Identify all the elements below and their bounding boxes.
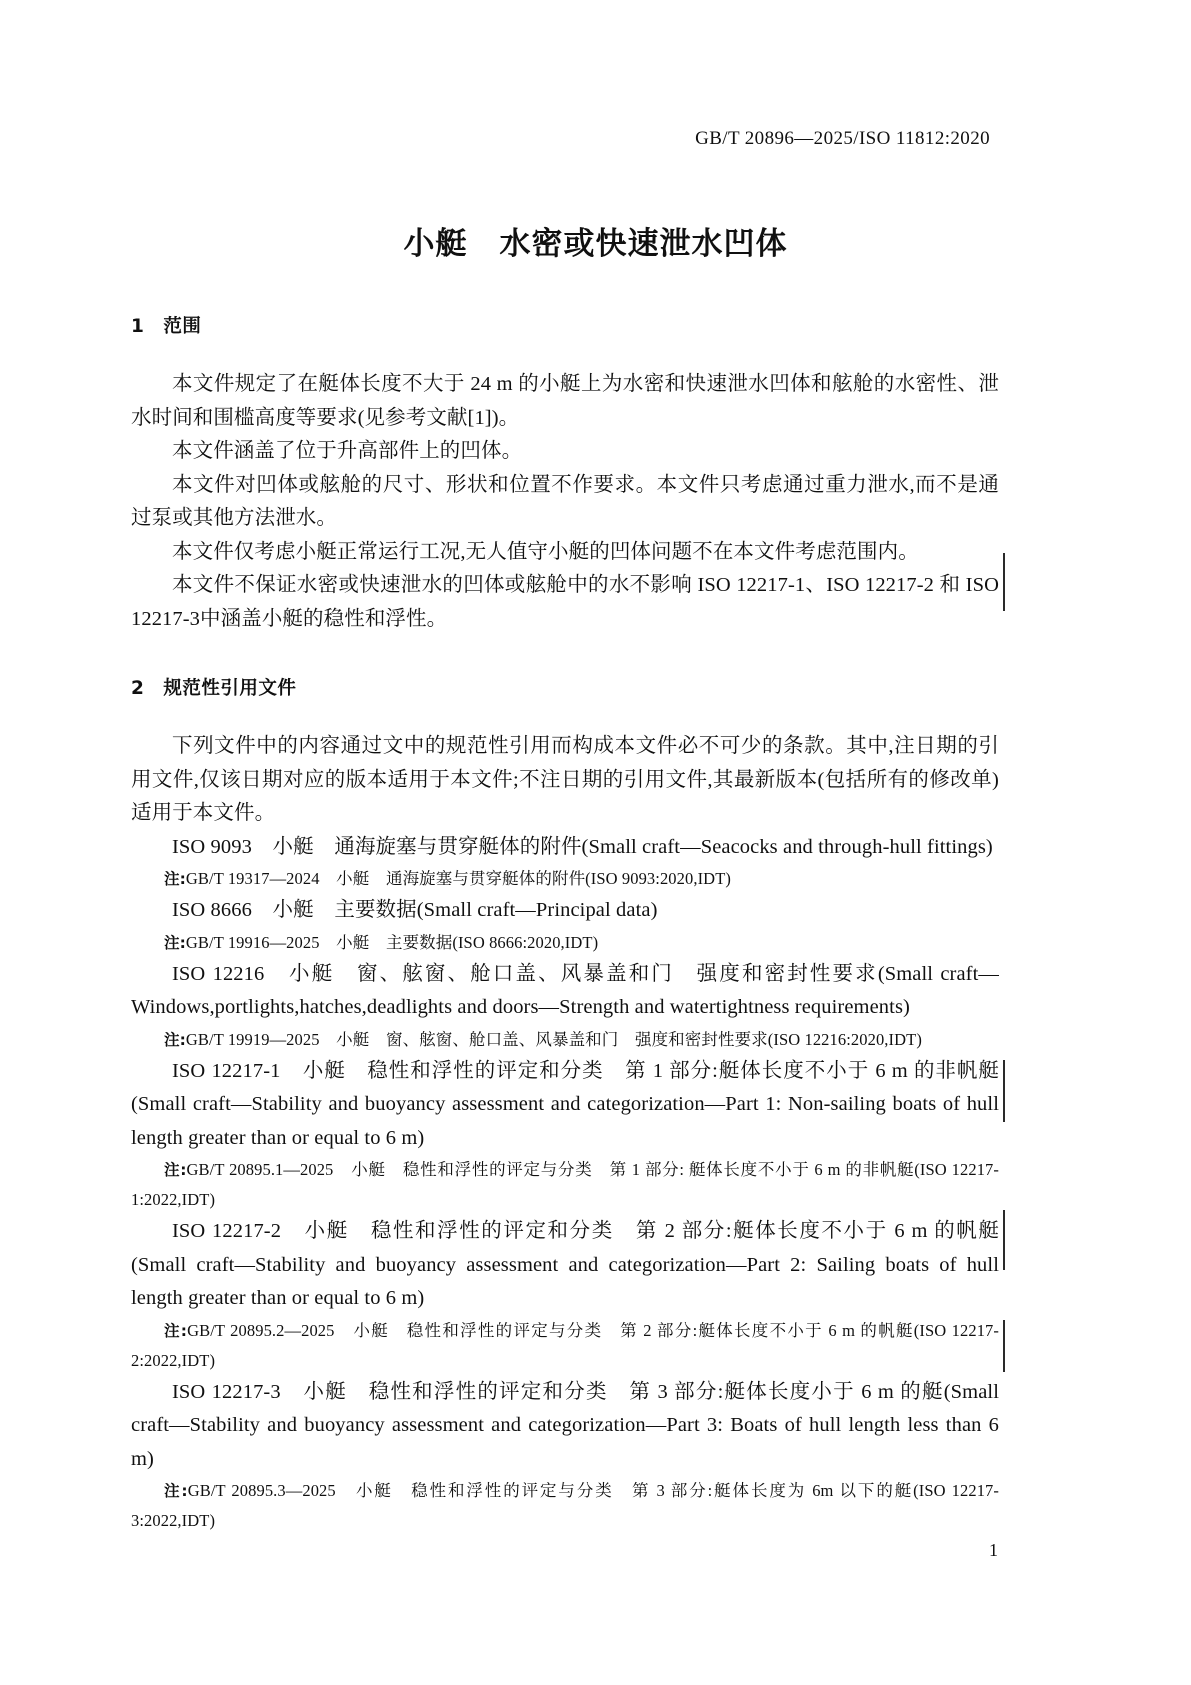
note-label: 注: [164, 1161, 187, 1179]
note-label: 注: [164, 1321, 188, 1340]
scope-paragraph-2: 本文件涵盖了位于升高部件上的凹体。 [172, 440, 523, 462]
reference-note [131, 1476, 999, 1536]
scope-paragraph-5: 本文件不保证水密或快速泄水的凹体或舷舱中的水不影响 ISO 12217-1、ISO 12217-2 和 ISO 12217-3中涵盖小艇的稳性和浮性。 [131, 574, 999, 630]
reference-note [131, 1316, 999, 1376]
spacer [131, 700, 999, 730]
note-text: GB/T 19916—2025 小艇 主要数据(ISO 8666:2020,IDT) [185, 932, 599, 952]
scope-paragraph-4: 本文件仅考虑小艇正常运行工况,无人值守小艇的凹体问题不在本文件考虑范围内。 [172, 540, 919, 563]
note-text: GB/T 20895.3—2025 小艇 稳性和浮性的评定与分类 第 3 部分:艇体长度为 6m 以下的艇(ISO 12217-3:2022,IDT) [131, 1481, 1000, 1530]
reference-entry: ISO 9093 小艇 通海旋塞与贯穿艇体的附件(Small craft—Seacocks and through-hull fittings) [172, 835, 993, 858]
reference-entry: ISO 12217-2 小艇 稳性和浮性的评定和分类 第 2 部分:艇体长度不小于 6 m 的帆艇(Small craft—Stability and buoyancy assessment and categorization—Part 2: Sailing boats of hull length greater than or equal to 6 m) [131, 1220, 999, 1309]
reference-entry: ISO 12216 小艇 窗、舷窗、舱口盖、风暴盖和门 强度和密封性要求(Small craft—Windows,portlights,hatches,deadlights and doors—Strength and watertightness requirements) [131, 962, 999, 1018]
section-heading-normative-references: 2 规范性引用文件 [131, 678, 297, 699]
scope-paragraph-1: 本文件规定了在艇体长度不大于 24 m 的小艇上为水密和快速泄水凹体和舷舱的水密性、泄水时间和围槛高度等要求(见参考文献[1])。 [131, 373, 999, 429]
change-bar [1003, 1210, 1005, 1270]
spacer [131, 338, 999, 368]
note-label: 注: [164, 933, 186, 952]
normative-references-intro: 下列文件中的内容通过文中的规范性引用而构成本文件必不可少的条款。其中,注日期的引用文件,仅该日期对应的版本适用于本文件;不注日期的引用文件,其最新版本(包括所有的修改单)适用于本文件。 [131, 735, 999, 824]
note-text: GB/T 19317—2024 小艇 通海旋塞与贯穿艇体的附件(ISO 9093:2020,IDT) [185, 869, 731, 888]
document-body [131, 312, 999, 1536]
page-title: 小艇 水密或快速泄水凹体 [403, 226, 788, 262]
reference-note [131, 1155, 999, 1215]
reference-entry: ISO 12217-1 小艇 稳性和浮性的评定和分类 第 1 部分:艇体长度不小于 6 m 的非帆艇(Small craft—Stability and buoyancy assessment and categorization—Part 1: Non-sailing boats of hull length greater than or equal to 6 m) [131, 1059, 999, 1149]
reference-entry: ISO 12217-3 小艇 稳性和浮性的评定和分类 第 3 部分:艇体长度小于 6 m 的艇(Small craft—Stability and buoyancy assessment and categorization—Part 3: Boats of hull length less than 6 m) [131, 1380, 999, 1470]
reference-note [131, 1025, 999, 1055]
note-text: GB/T 19919—2025 小艇 窗、舷窗、舱口盖、风暴盖和门 强度和密封性要求(ISO 12216:2020,IDT) [185, 1029, 922, 1049]
page-number: 1 [989, 1540, 998, 1560]
reference-note [131, 928, 999, 958]
reference-note [131, 864, 999, 894]
running-header: GB/T 20896—2025/ISO 11812:2020 [695, 128, 990, 149]
change-bar [1003, 1060, 1005, 1122]
note-label: 注: [164, 870, 186, 888]
reference-entry: ISO 8666 小艇 主要数据(Small craft—Principal data) [172, 899, 658, 921]
note-text: GB/T 20895.1—2025 小艇 稳性和浮性的评定与分类 第 1 部分: 艇体长度不小于 6 m 的非帆艇(ISO 12217-1:2022,IDT) [131, 1160, 999, 1209]
change-bar [1003, 553, 1005, 611]
section-heading-scope: 1 范围 [131, 316, 202, 337]
note-text: GB/T 20895.2—2025 小艇 稳性和浮性的评定与分类 第 2 部分:艇体长度不小于 6 m 的帆艇(ISO 12217-2:2022,IDT) [131, 1320, 999, 1370]
note-label: 注: [164, 1030, 186, 1049]
scope-paragraph-3: 本文件对凹体或舷舱的尺寸、形状和位置不作要求。本文件只考虑通过重力泄水,而不是通过泵或其他方法泄水。 [131, 473, 999, 529]
change-bar [1003, 1320, 1005, 1372]
note-label: 注: [164, 1482, 188, 1500]
spacer [131, 636, 999, 674]
